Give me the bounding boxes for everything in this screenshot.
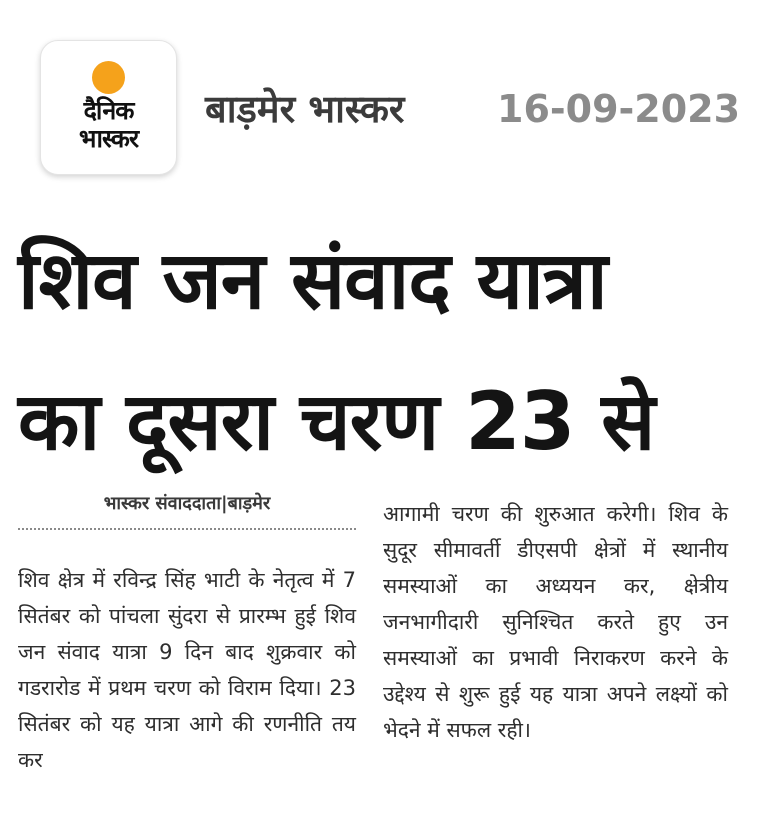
logo-text-line1: दैनिक: [83, 96, 134, 125]
byline: भास्कर संवाददाता|बाड़मेर: [103, 493, 271, 514]
dotted-divider: [18, 528, 356, 530]
article-paragraph-left: शिव क्षेत्र में रविन्द्र सिंह भाटी के नेतृत्व में 7 सितंबर को पांचला सुंदरा से प्रारम्भ हुई शिव जन संवाद यात्रा 9 दिन बाद शुक्रवार को गडरारोड में प्रथम चरण को विराम दिया। 23 सितंबर को यह यात्रा आगे की रणनीति तय कर: [18, 568, 356, 772]
article-column-right: [383, 496, 728, 748]
sun-icon: [92, 61, 125, 94]
logo-text-line2: भास्कर: [78, 124, 139, 153]
headline-line1: शिव जन संवाद यात्रा: [18, 234, 607, 327]
article-paragraph-right: आगामी चरण की शुरुआत करेगी। शिव के सुदूर सीमावर्ती डीएसपी क्षेत्रों में स्थानीय समस्याओं का अध्ययन कर, क्षेत्रीय जनभागीदारी सुनिश्चित करते हुए उन समस्याओं का प्रभावी निराकरण करने के उद्देश्य से शुरू हुई यह यात्रा अपने लक्ष्यों को भेदने में सफल रही।: [383, 502, 728, 742]
article-column-left: [18, 562, 356, 778]
dainik-bhaskar-logo: [40, 40, 177, 175]
edition-date: 16-09-2023: [497, 87, 741, 131]
headline-line2: का दूसरा चरण 23 से: [18, 375, 655, 468]
edition-title: बाड़मेर भास्कर: [205, 87, 405, 131]
